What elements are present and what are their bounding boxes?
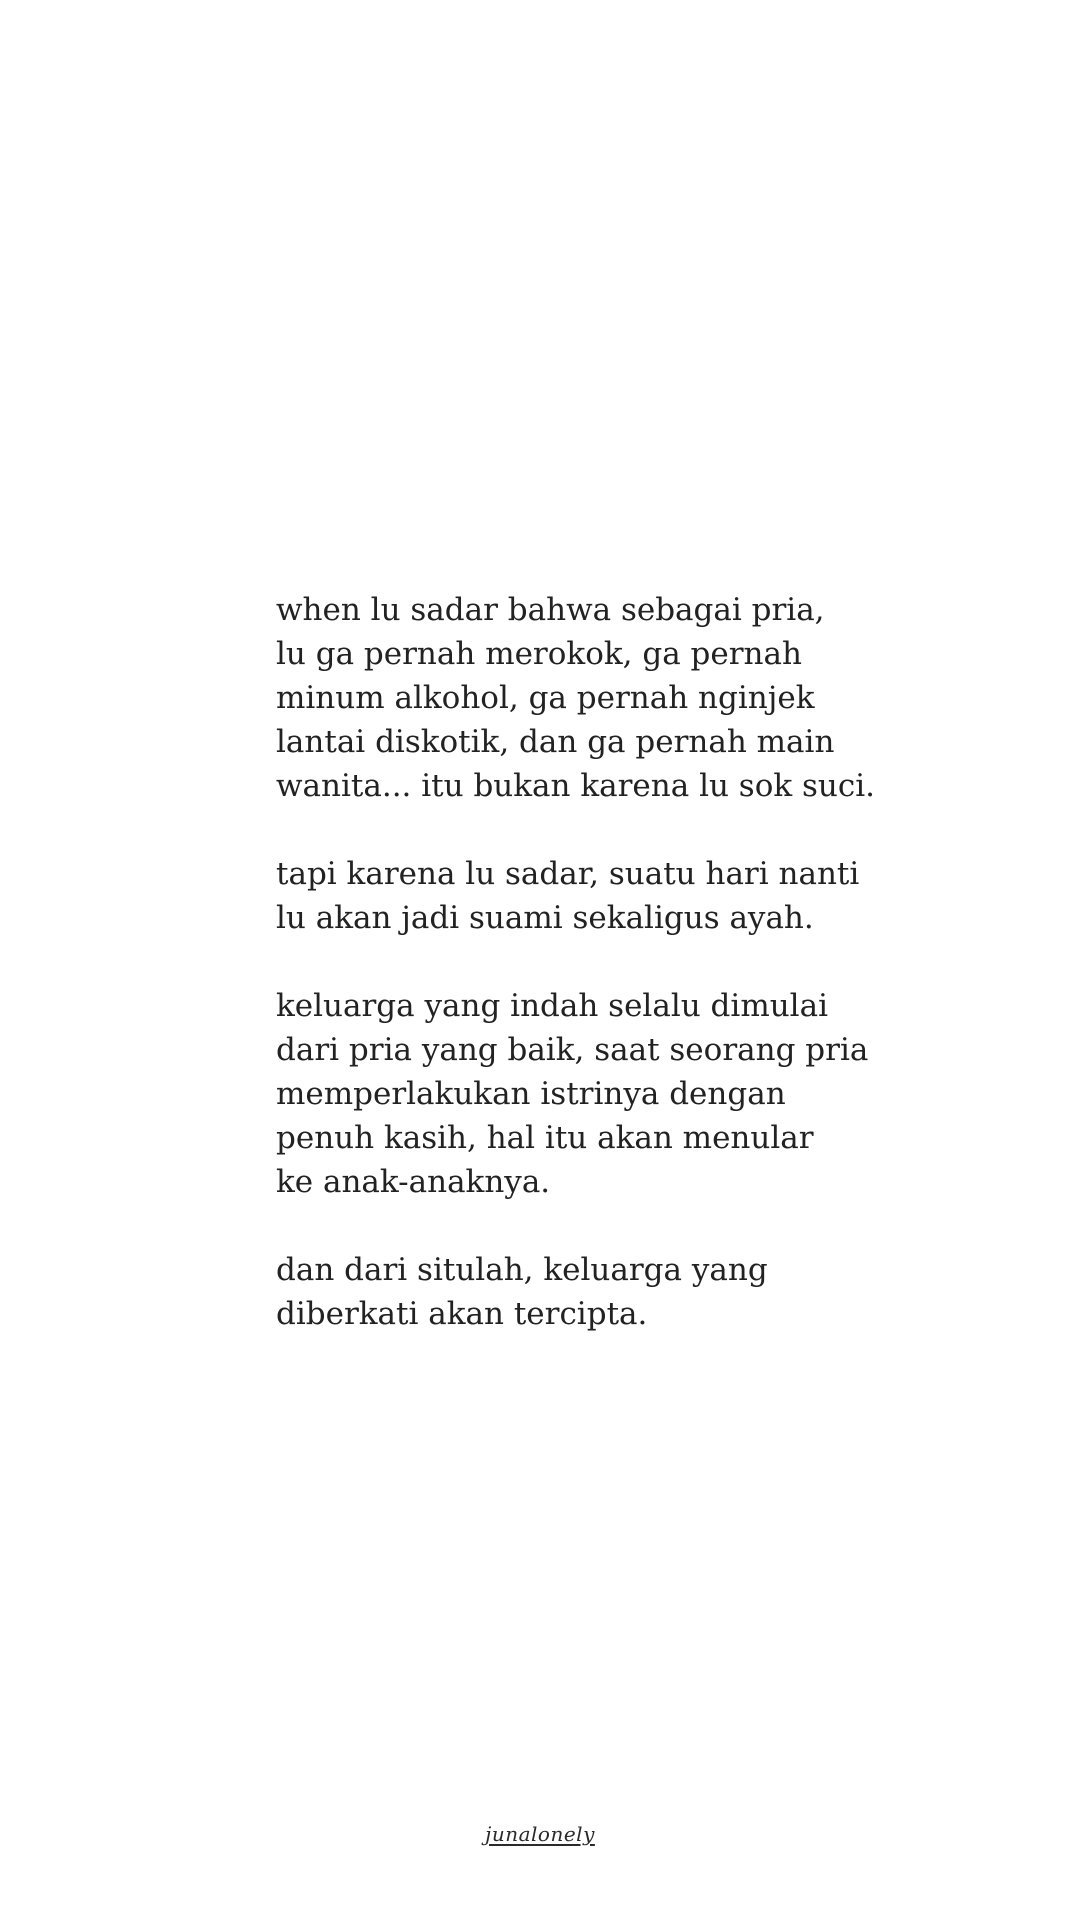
poem-line: tapi karena lu sadar, suatu hari nanti [276, 856, 860, 892]
poem-line: dari pria yang baik, saat seorang pria [276, 1032, 869, 1068]
stanza-3 [276, 984, 996, 1204]
author-signature [0, 1822, 1080, 1846]
poem-line: lu ga pernah merokok, ga pernah [276, 636, 802, 672]
poem-line: minum alkohol, ga pernah nginjek [276, 680, 815, 716]
poem-line: lantai diskotik, dan ga pernah main [276, 724, 835, 760]
poem-text [276, 588, 996, 1336]
poem-line: keluarga yang indah selalu dimulai [276, 988, 828, 1024]
poem-line: when lu sadar bahwa sebagai pria, [276, 592, 825, 628]
poem-line: lu akan jadi suami sekaligus ayah. [276, 900, 814, 936]
poem-line: memperlakukan istrinya dengan [276, 1076, 786, 1112]
signature-text: junalonely [485, 1822, 595, 1846]
stanza-4 [276, 1248, 996, 1336]
poem-line: dan dari situlah, keluarga yang [276, 1252, 768, 1288]
poem-line: wanita... itu bukan karena lu sok suci. [276, 768, 876, 804]
stanza-1 [276, 588, 996, 808]
stanza-2 [276, 852, 996, 940]
poem-line: diberkati akan tercipta. [276, 1296, 648, 1332]
poem-line: ke anak-anaknya. [276, 1164, 551, 1200]
poem-line: penuh kasih, hal itu akan menular [276, 1120, 814, 1156]
